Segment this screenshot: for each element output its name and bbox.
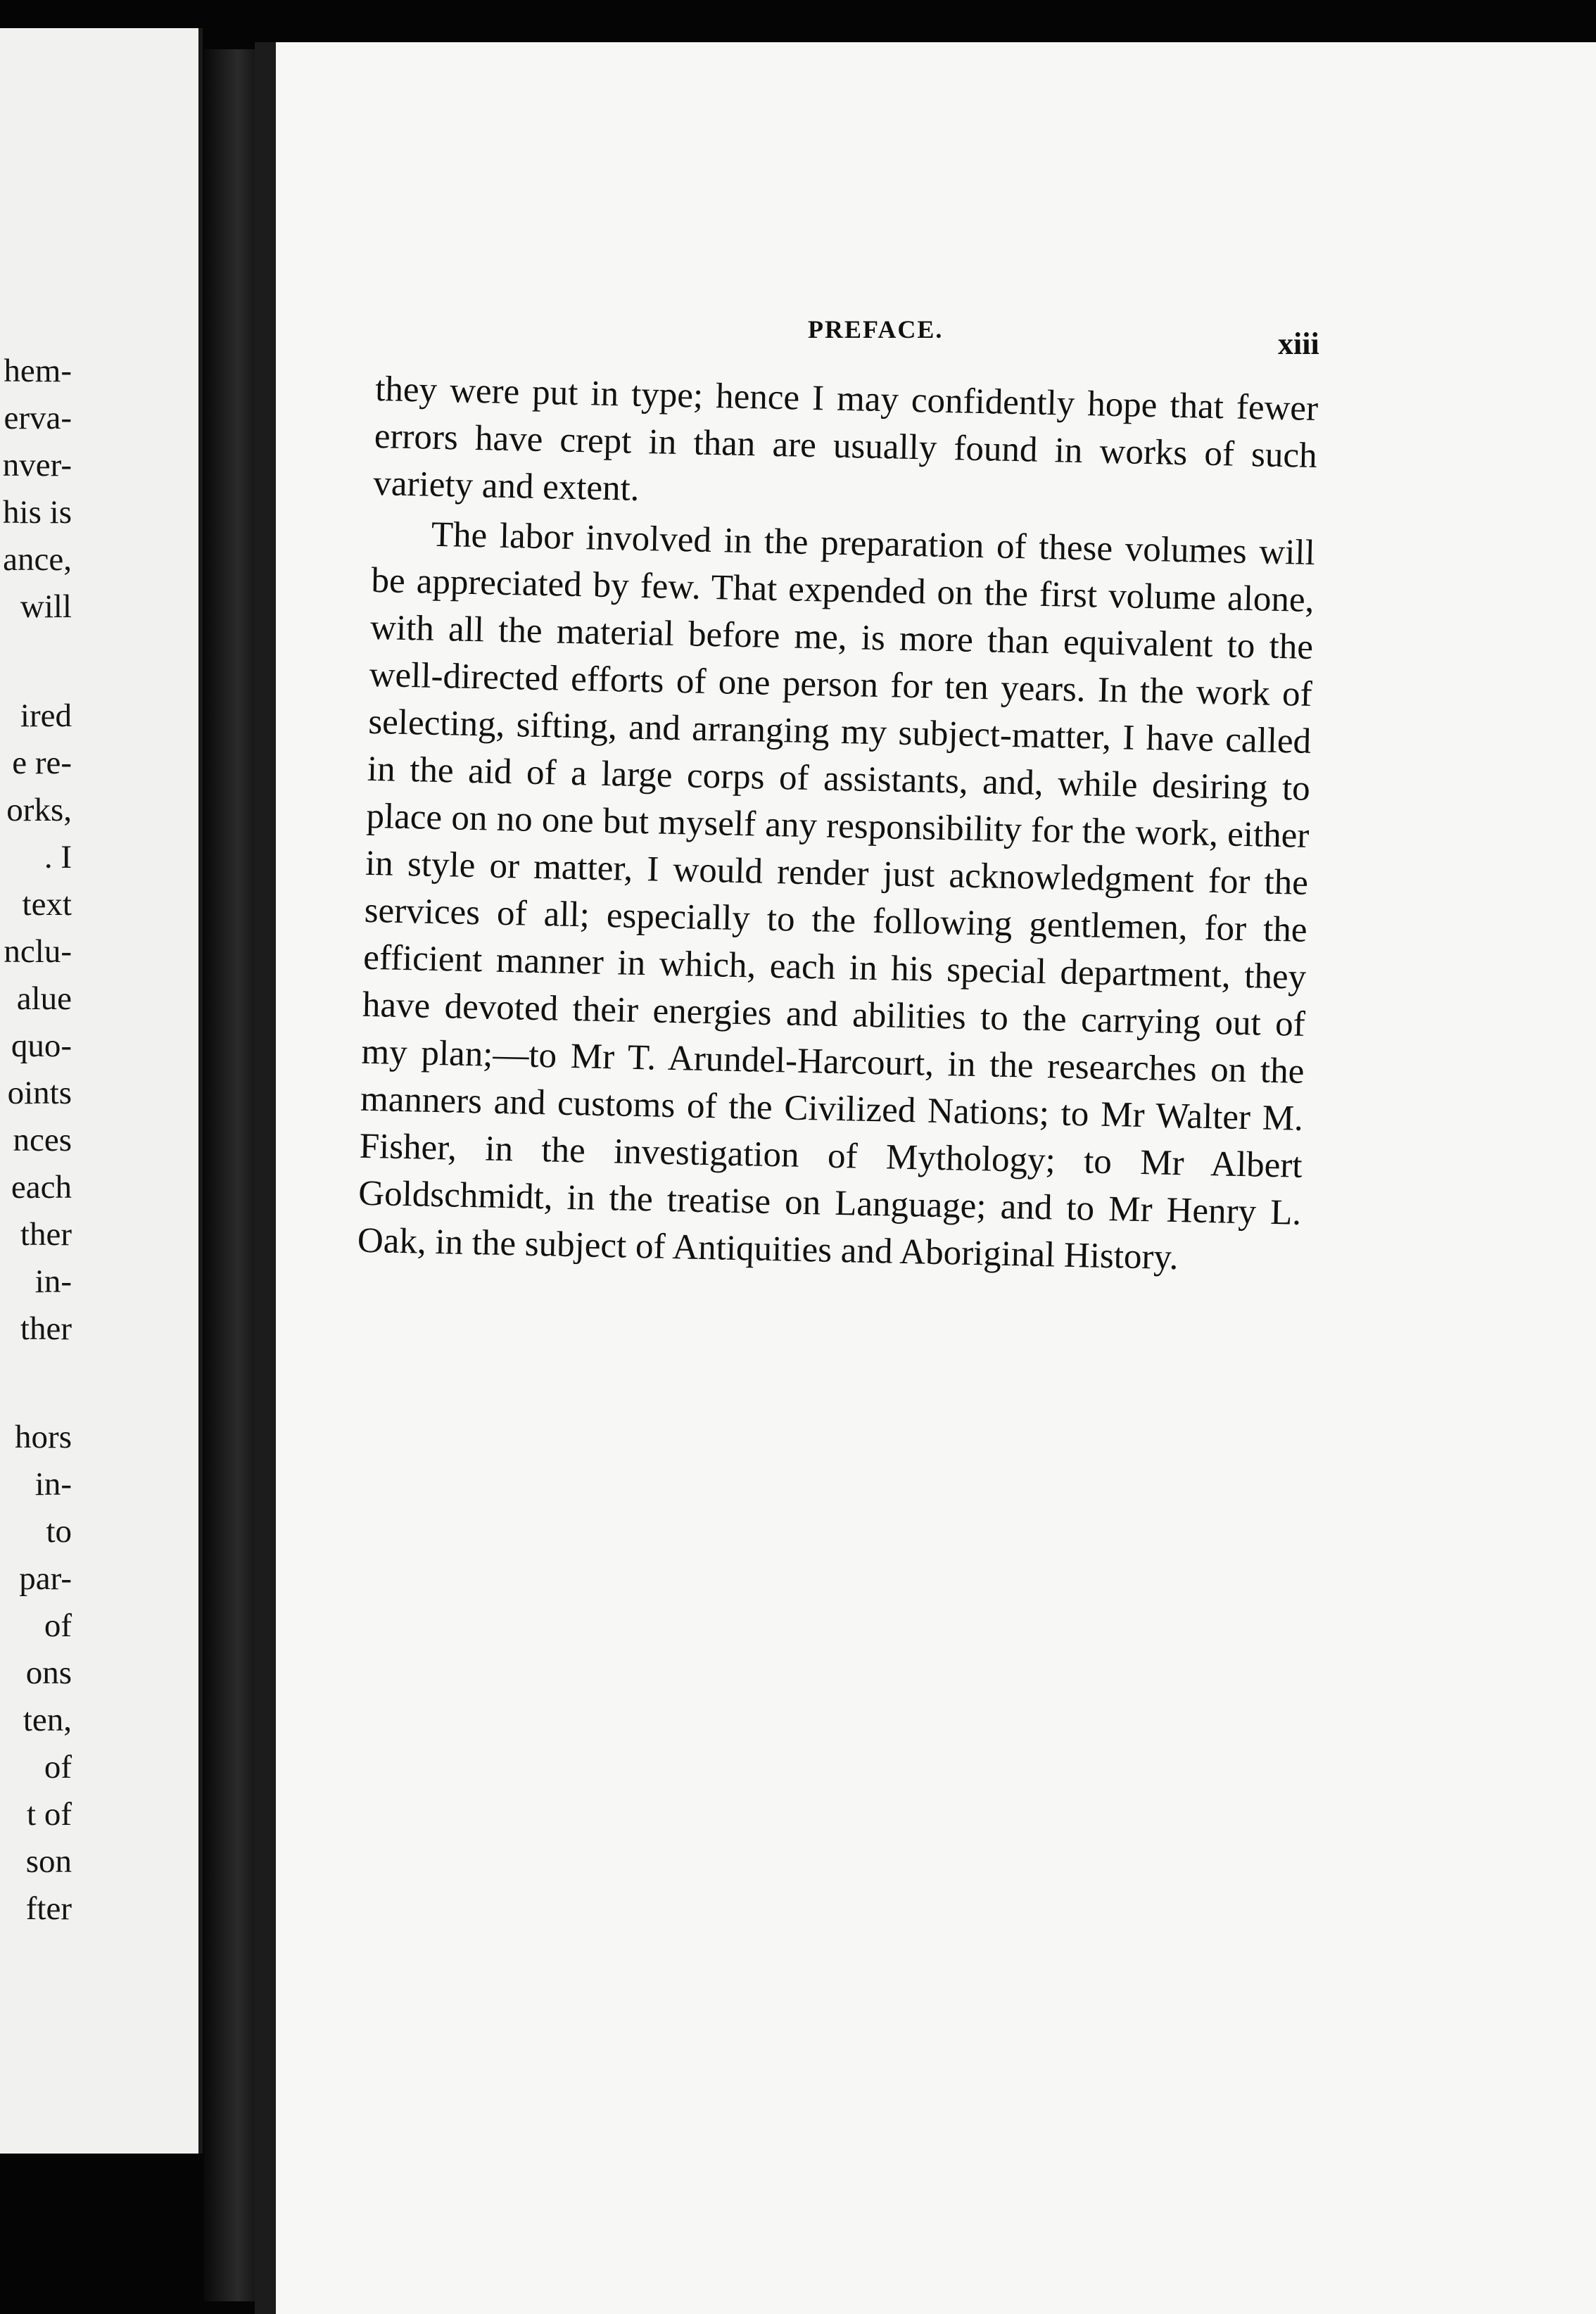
left-page-line: nclu- [4, 933, 72, 970]
left-page-line: t of [27, 1796, 72, 1833]
left-page-line: nver- [2, 447, 72, 483]
left-page-line: ther [20, 1216, 72, 1253]
left-page-line: to [46, 1513, 72, 1550]
left-page-line: quo- [11, 1028, 72, 1064]
left-page-line: his is [3, 494, 72, 531]
left-page-line: nces [13, 1122, 72, 1158]
left-page-line: erva- [4, 400, 72, 436]
body-text [357, 366, 1318, 1284]
left-page-line: orks, [6, 792, 72, 828]
left-page-line: of [44, 1749, 72, 1785]
left-page-line: . I [44, 839, 72, 875]
running-head: PREFACE. [808, 315, 944, 343]
left-page-line: each [11, 1169, 72, 1206]
left-page-line: ons [25, 1655, 72, 1691]
left-page-line: par- [19, 1560, 72, 1597]
left-page-line: son [25, 1843, 72, 1880]
left-page-line: hors [15, 1419, 72, 1455]
left-page-line: hem- [4, 353, 72, 389]
book-gutter [204, 49, 260, 2301]
paragraph: they were put in type; hence I may confidently hope that fewer errors have crept in than are usually found in works of such variety and extent. [372, 369, 1319, 509]
left-page-line: alue [16, 980, 72, 1017]
left-page-line: ired [20, 697, 72, 734]
page-number: xiii [1278, 327, 1319, 361]
left-page-line: of [44, 1607, 72, 1644]
left-page-line: text [22, 886, 72, 923]
left-page-line: in- [34, 1466, 72, 1503]
paragraph: The labor involved in the preparation of these volumes will be appreciated by few. That expended on the first volume alone, with all the material before me, is more than equivalent to the well-directed efforts of one person for ten years. In the work of selecting, sifting, and arranging my subject-matter, I have called in the aid of a large corps of assistants, and, while desiring to place on no one but myself any responsibility for the work, either in style or matter, I would render just acknowledgment for the services of all; especially to the following gentlemen, for the efficient manner in which, each in his special department, they have devoted their energies and abilities to the carrying out of my plan;—to Mr T. Arundel-Harcourt, in the researches on the manners and customs of the Civilized Nations; to Mr Walter M. Fisher, in the investigation of Mythology; to Mr Albert Goldschmidt, in the treatise on Language; and to Mr Henry L. Oak, in the subject of Antiquities and Aboriginal History. [357, 514, 1316, 1278]
left-page-line: in- [34, 1263, 72, 1300]
left-page-line: ther [20, 1310, 72, 1347]
left-page-line: ance, [3, 541, 72, 578]
left-page-line: e re- [12, 745, 72, 781]
left-page-line: ten, [23, 1702, 72, 1738]
left-page-line: will [20, 588, 72, 625]
left-page-line: oints [7, 1075, 72, 1111]
facing-page-left [0, 28, 203, 2154]
left-page-line: fter [25, 1890, 72, 1927]
